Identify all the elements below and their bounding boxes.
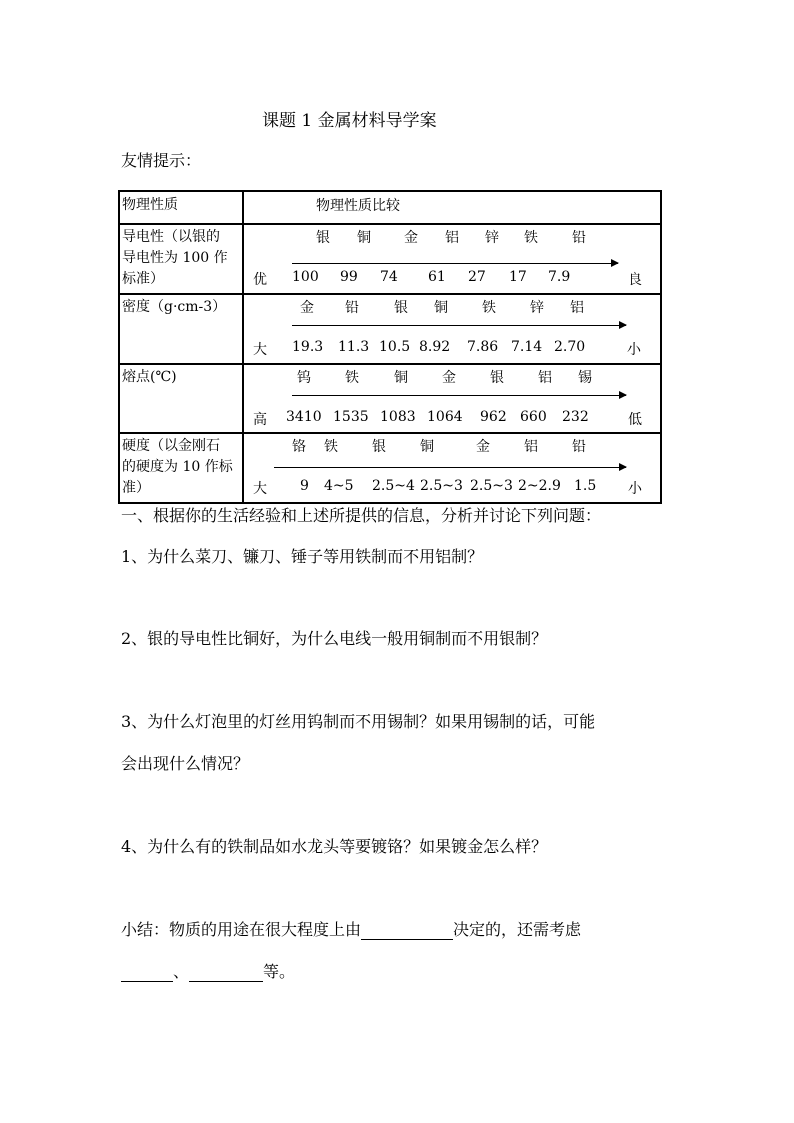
trend-arrow [274,467,626,468]
summary-line-1 [121,917,581,940]
scale-high-label: 大 [253,342,267,358]
metal-name: 铝 [524,439,538,455]
question-4: 4、为什么有的铁制品如水龙头等要镀铬？如果镀金怎么样？ [121,837,548,856]
metal-name: 金 [476,439,490,455]
metal-value: 2~2.9 [518,478,561,494]
metal-name: 银 [394,300,408,316]
metal-name: 铜 [434,300,448,316]
metal-name: 金 [404,230,418,246]
metal-name: 锡 [578,370,592,386]
summary-text: 小结：物质的用途在很大程度上由 [121,920,362,939]
trend-arrow [292,263,618,264]
question-1: 1、为什么菜刀、镰刀、锤子等用铁制而不用铝制？ [121,547,484,566]
table-row-hardness [119,433,661,503]
metal-value: 99 [340,269,358,285]
metal-names [244,436,664,456]
hardness-label [119,433,243,503]
properties-table [118,190,662,504]
metal-name: 铝 [445,230,459,246]
answer-blank[interactable] [189,965,263,982]
metal-names [244,227,664,247]
scale-high-label: 大 [253,481,267,497]
metal-name: 银 [372,439,386,455]
hardness-comparison [243,433,661,503]
scale-high-label: 高 [253,412,267,428]
metal-value: 17 [509,269,527,285]
metal-name: 铁 [524,230,538,246]
conductivity-label [119,224,243,294]
scale-high-label: 优 [253,272,267,288]
question-3-line-1: 3、为什么灯泡里的灯丝用钨制而不用锡制？如果用锡制的话，可能 [121,712,596,731]
label-line: 的硬度为 10 作标 [122,459,233,475]
metal-name: 铬 [292,439,306,455]
metal-names [244,367,664,387]
summary-text: 等。 [263,962,296,981]
table-row-density [119,294,661,364]
hint-label: 友情提示： [121,151,202,170]
scale-low-label: 小 [627,342,641,358]
metal-value: 1083 [380,409,416,425]
metal-name: 银 [490,370,504,386]
metal-value: 232 [562,409,589,425]
answer-blank[interactable] [361,923,453,940]
metal-name: 金 [300,300,314,316]
metal-values [244,478,664,498]
label-line: 密度（g·cm-3） [122,299,227,315]
summary-text: 决定的，还需考虑 [453,920,582,939]
metal-values [244,339,664,359]
metal-values [244,269,664,289]
density-label [119,294,243,364]
header-comparison [243,191,661,224]
label-line: 准） [122,480,150,496]
metal-value: 7.14 [511,339,543,355]
summary-line-2 [121,959,295,982]
melting-label [119,364,243,433]
metal-name: 铅 [572,439,586,455]
metal-value: 8.92 [419,339,451,355]
metal-name: 金 [442,370,456,386]
conductivity-comparison [243,224,661,294]
metal-value: 7.9 [548,269,571,285]
metal-name: 铅 [345,300,359,316]
metal-name: 铁 [482,300,496,316]
density-comparison [243,294,661,364]
metal-name: 铅 [572,230,586,246]
scale-low-label: 小 [628,481,642,497]
melting-comparison [243,364,661,433]
metal-value: 27 [468,269,486,285]
header-label: 物理性质 [119,191,243,224]
answer-blank[interactable] [121,965,173,982]
metal-value: 9 [300,478,309,494]
table-row-conductivity [119,224,661,294]
metal-names [244,297,664,317]
metal-value: 1535 [333,409,369,425]
metal-value: 100 [292,269,319,285]
metal-value: 61 [428,269,446,285]
metal-value: 74 [380,269,398,285]
table-row-melting-point [119,364,661,433]
label-line: 标准） [122,271,164,287]
question-3-line-2: 会出现什么情况？ [121,754,250,773]
metal-name: 银 [316,230,330,246]
metal-name: 锌 [485,230,499,246]
metal-name: 锌 [530,300,544,316]
metal-value: 1.5 [574,478,597,494]
metal-value: 2.5~3 [470,478,513,494]
metal-values [244,409,664,429]
metal-value: 2.5~3 [420,478,463,494]
metal-value: 11.3 [338,339,370,355]
metal-value: 2.70 [554,339,586,355]
table-header-row [119,191,661,224]
label-line: 导电性为 100 作 [122,250,228,266]
metal-name: 铁 [324,439,338,455]
metal-name: 铜 [357,230,371,246]
metal-value: 4~5 [324,478,354,494]
metal-value: 962 [480,409,507,425]
metal-value: 19.3 [292,339,324,355]
label-line: 硬度（以金刚石 [122,438,220,454]
metal-value: 10.5 [379,339,411,355]
scale-low-label: 良 [628,272,642,288]
metal-name: 铝 [538,370,552,386]
comparison-title: 物理性质比较 [316,198,400,214]
label-line: 导电性（以银的 [122,229,220,245]
metal-name: 铝 [570,300,584,316]
trend-arrow [292,395,626,396]
metal-name: 铁 [345,370,359,386]
metal-name: 铜 [394,370,408,386]
label-line: 熔点(℃) [122,369,177,385]
question-2: 2、银的导电性比铜好，为什么电线一般用铜制而不用银制？ [121,629,548,648]
metal-name: 钨 [297,370,311,386]
scale-low-label: 低 [628,412,642,428]
metal-value: 7.86 [467,339,499,355]
metal-value: 2.5~4 [372,478,415,494]
trend-arrow [292,325,626,326]
separator: 、 [173,962,190,981]
metal-value: 660 [520,409,547,425]
metal-value: 1064 [427,409,463,425]
metal-value: 3410 [286,409,322,425]
metal-name: 铜 [420,439,434,455]
page-title: 课题 1 金属材料导学案 [262,111,437,131]
section-heading: 一、根据你的生活经验和上述所提供的信息，分析并讨论下列问题： [121,506,602,525]
